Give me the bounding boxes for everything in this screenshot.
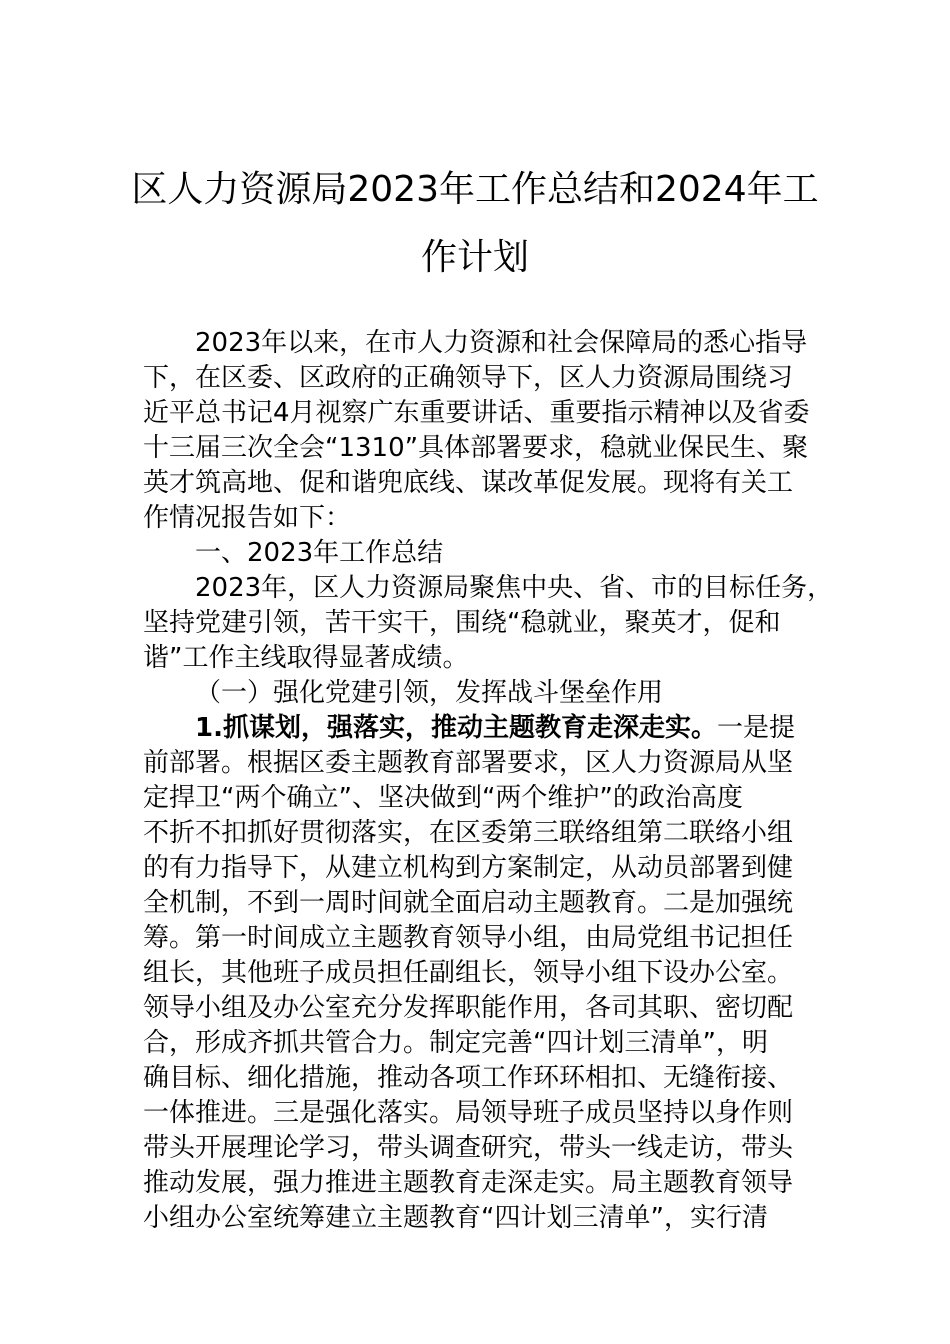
item-1-line: 领导小组及办公室充分发挥职能作用，各司其职、密切配 [143, 993, 794, 1023]
intro-line: 作情况报告如下： [143, 503, 352, 533]
item-1-line: 全机制，不到一周时间就全面启动主题教育。二是加强统 [143, 888, 794, 918]
intro-line: 十三届三次全会“1310”具体部署要求，稳就业保民生、聚 [143, 433, 809, 463]
intro-line: 下，在区委、区政府的正确领导下，区人力资源局围绕习 [143, 363, 794, 393]
item-1-line: 一体推进。三是强化落实。局领导班子成员坚持以身作则 [143, 1098, 794, 1128]
section-paragraph-line: 坚持党建引领，苦干实干，围绕“稳就业，聚英才，促和 [143, 608, 781, 638]
item-1-line: 筹。第一时间成立主题教育领导小组，由局党组书记担任 [143, 923, 794, 953]
section-paragraph-line: 谐”工作主线取得显著成绩。 [143, 643, 469, 673]
item-1-line: 推动发展，强力推进主题教育走深走实。局主题教育领导 [143, 1168, 794, 1198]
item-1-line: 定捍卫“两个确立”、坚决做到“两个维护”的政治高度 [143, 783, 743, 813]
item-1-line: 确目标、细化措施，推动各项工作环环相扣、无缝衔接、 [143, 1063, 794, 1093]
intro-line: 英才筑高地、促和谐兜底线、谋改革促发展。现将有关工 [143, 468, 794, 498]
item-1-line: 合，形成齐抓共管合力。制定完善“四计划三清单”，明 [143, 1028, 768, 1058]
document-title-line-1: 区人力资源局2023年工作总结和2024年工 [131, 169, 819, 210]
intro-line: 2023年以来，在市人力资源和社会保障局的悉心指导 [195, 328, 808, 358]
item-1-line: 前部署。根据区委主题教育部署要求，区人力资源局从坚 [143, 748, 794, 778]
item-1-line: 带头开展理论学习，带头调查研究，带头一线走访，带头 [143, 1133, 794, 1163]
section-paragraph-line: 2023年，区人力资源局聚焦中央、省、市的目标任务， [195, 573, 834, 603]
item-1-line: 组长，其他班子成员担任副组长，领导小组下设办公室。 [143, 958, 794, 988]
item-1-line: 的有力指导下，从建立机构到方案制定，从动员部署到健 [143, 853, 794, 883]
document-title-line-2: 作计划 [420, 237, 529, 278]
item-1-first-line-rest: 一是提 [716, 713, 795, 743]
item-1-bold-heading: 1.抓谋划，强落实，推动主题教育走深走实。 [195, 713, 717, 743]
item-1-line: 不折不扣抓好贯彻落实，在区委第三联络组第二联络小组 [143, 818, 794, 848]
item-1-first-line [195, 711, 795, 745]
section-heading: 一、2023年工作总结 [195, 538, 444, 568]
item-1-line: 小组办公室统筹建立主题教育“四计划三清单”，实行清 [143, 1203, 768, 1233]
subsection-heading: （一）强化党建引领，发挥战斗堡垒作用 [195, 678, 664, 708]
intro-line: 近平总书记4月视察广东重要讲话、重要指示精神以及省委 [143, 398, 810, 428]
